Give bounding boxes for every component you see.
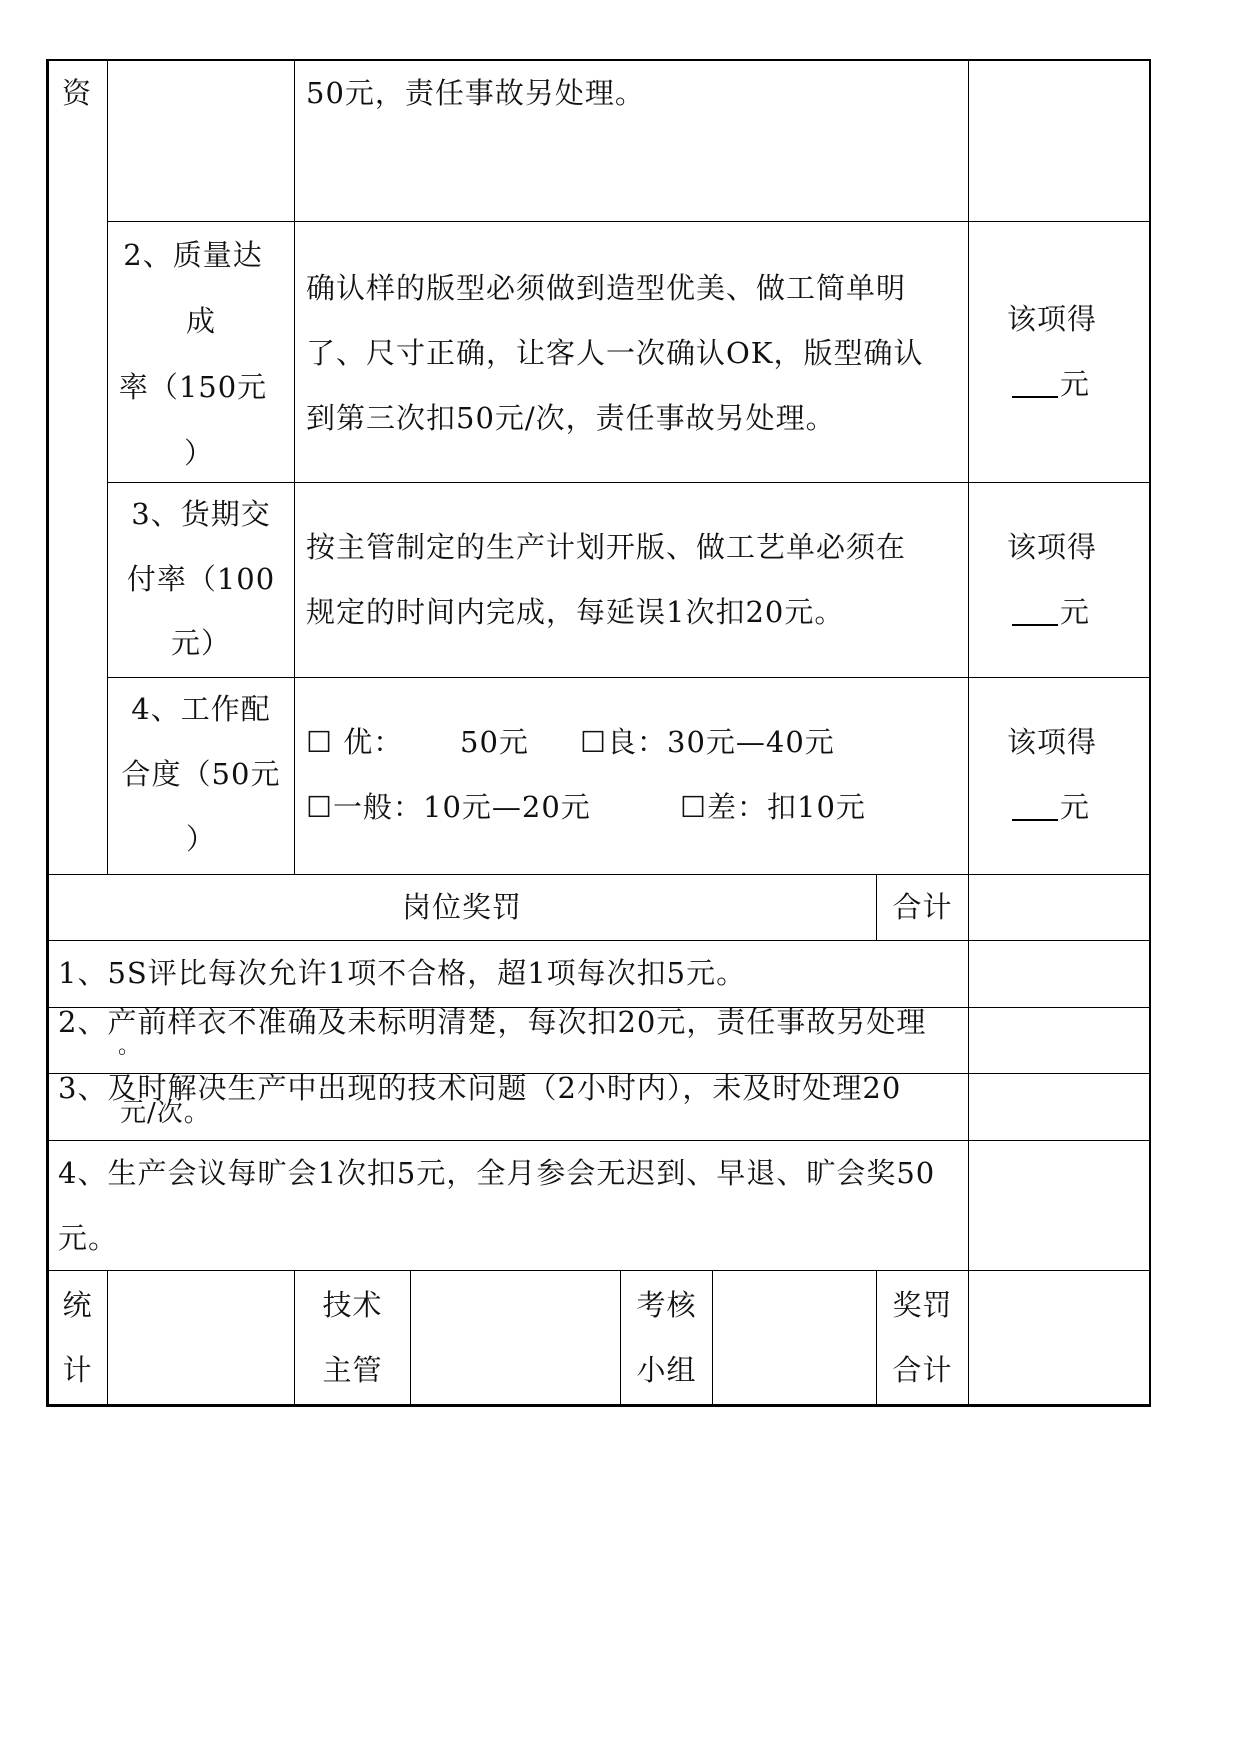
quality-label-line4: ）	[183, 436, 214, 470]
footer-stat-1: 统	[62, 1288, 93, 1322]
col-divider-label	[294, 60, 295, 875]
option-excellent-value: 50元	[460, 725, 529, 759]
option-poor[interactable]: ☐差：扣10元	[680, 790, 866, 824]
option-excellent[interactable]: ☐ 优：	[306, 725, 404, 759]
footer-review-2: 小组	[636, 1353, 697, 1387]
option-normal[interactable]: ☐一般：10元—20元	[306, 790, 591, 824]
reward-item-4-line1: 4、生产会议每旷会1次扣5元，全月参会无迟到、早退、旷会奖50	[58, 1156, 936, 1190]
cooperation-label-line2: 合度（50元	[121, 757, 281, 791]
option-good[interactable]: ☐良：30元—40元	[580, 725, 835, 759]
cooperation-score-field[interactable]	[1012, 774, 1090, 840]
rewards-total-label: 合计	[892, 890, 953, 924]
cooperation-label-line3: ）	[185, 822, 216, 856]
footer-sum-1: 奖罚	[892, 1288, 953, 1322]
delivery-text-line1: 按主管制定的生产计划开版、做工艺单必须在	[306, 530, 907, 564]
cooperation-score-unit: 元	[1060, 790, 1091, 824]
footer-stat-value[interactable]	[108, 1272, 294, 1404]
row1-text: 50元，责任事故另处理。	[306, 76, 645, 110]
quality-text-line3: 到第三次扣50元/次，责任事故另处理。	[306, 401, 836, 435]
quality-score-unit: 元	[1060, 367, 1091, 401]
delivery-score-blank[interactable]	[1012, 594, 1058, 626]
delivery-label-line2: 付率（100	[126, 562, 276, 596]
footer-review-1: 考核	[636, 1288, 697, 1322]
reward-item-3-line1: 3、及时解决生产中出现的技术问题（2小时内），未及时处理20	[58, 1071, 902, 1105]
delivery-text-line2: 规定的时间内完成，每延误1次扣20元。	[306, 595, 845, 629]
table-right-border	[1149, 59, 1151, 1407]
delivery-label-line1: 3、货期交	[131, 497, 271, 531]
quality-text-line1: 确认样的版型必须做到造型优美、做工简单明	[306, 271, 907, 305]
delivery-score-field[interactable]	[1012, 579, 1090, 645]
table-bottom-border	[47, 1404, 1151, 1407]
reward-item-4-line2: 元。	[58, 1221, 119, 1255]
reward-item-3-line2: 元/次。	[120, 1098, 211, 1128]
section-label: 资	[62, 76, 93, 110]
delivery-label-line3: 元）	[170, 626, 231, 660]
cooperation-score-label: 该项得	[1007, 725, 1098, 759]
footer-col-3	[410, 1270, 411, 1405]
reward-item-2-line1: 2、产前样衣不准确及未标明清楚，每次扣20元，责任事故另处理	[58, 1005, 927, 1039]
cooperation-score-blank[interactable]	[1012, 789, 1058, 821]
rewards-header: 岗位奖罚	[401, 890, 522, 924]
quality-score-blank[interactable]	[1012, 366, 1058, 398]
footer-stat-2: 计	[62, 1353, 93, 1387]
footer-tech-1: 技术	[322, 1288, 383, 1322]
quality-score-field[interactable]	[1012, 351, 1090, 417]
reward-item-2-line2: 。	[118, 1034, 142, 1059]
delivery-score-unit: 元	[1060, 595, 1091, 629]
quality-text-line2: 了、尺寸正确，让客人一次确认OK，版型确认	[306, 336, 924, 370]
row-divider-9	[47, 1270, 1150, 1271]
footer-col-5	[712, 1270, 713, 1405]
quality-label	[108, 222, 294, 486]
footer-sum-2: 合计	[892, 1353, 953, 1387]
cooperation-label-line1: 4、工作配	[131, 692, 271, 726]
reward-item-1: 1、5S评比每次允许1项不合格，超1项每次扣5元。	[58, 956, 747, 990]
quality-label-line2: 成	[185, 304, 216, 338]
quality-label-line3: 率（150元	[118, 370, 268, 404]
quality-label-line1: 2、质量达	[123, 238, 263, 272]
table-left-border	[46, 59, 49, 1407]
delivery-score-label: 该项得	[1007, 530, 1098, 564]
footer-tech-2: 主管	[322, 1353, 383, 1387]
quality-score-label: 该项得	[1007, 302, 1098, 336]
col-divider-score	[968, 60, 969, 1406]
